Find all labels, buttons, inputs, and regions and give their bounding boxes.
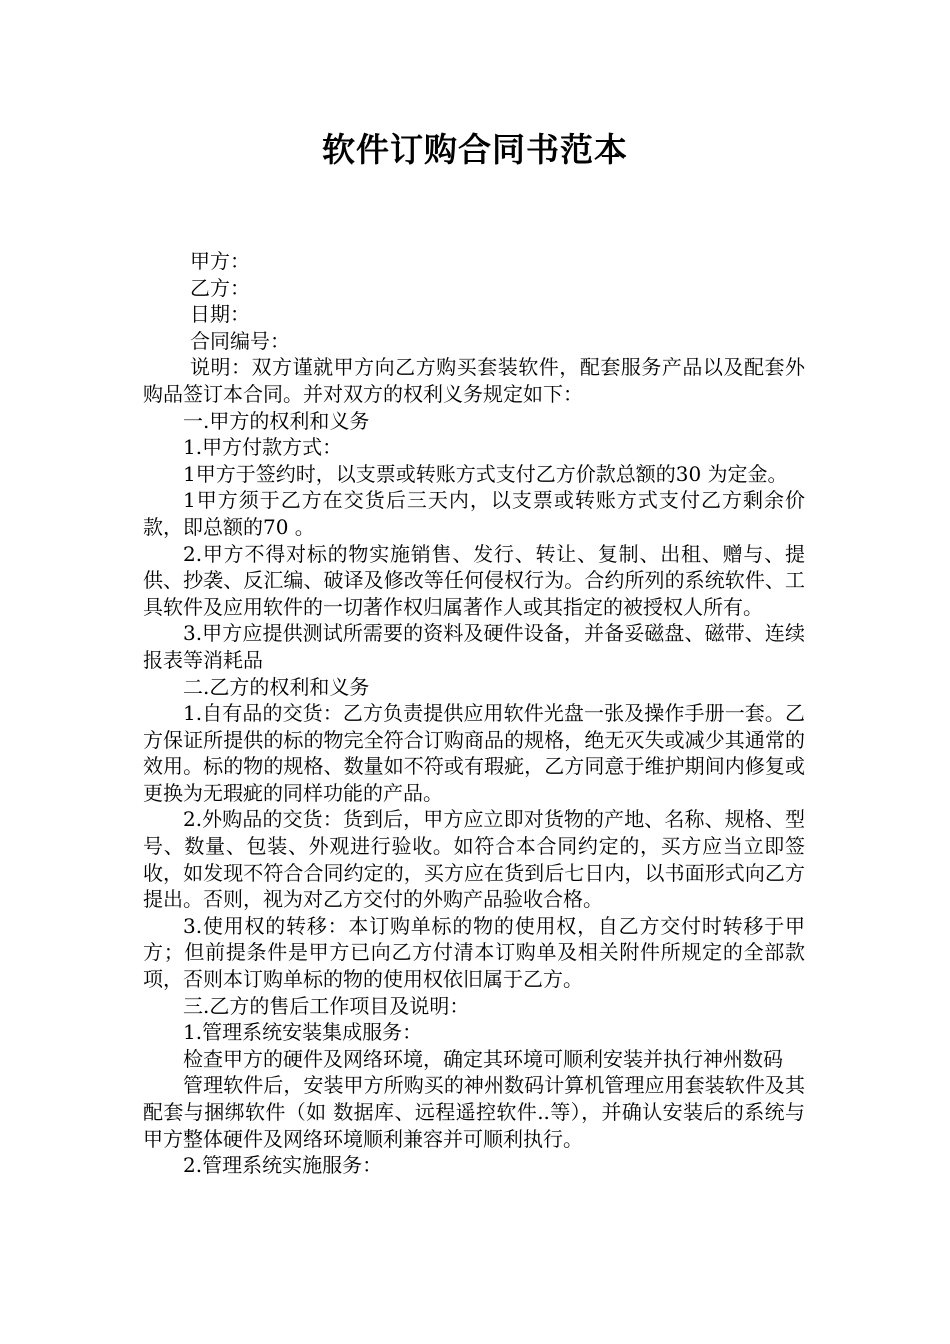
- clause-2-2: 2.外购品的交货：货到后，甲方应立即对货物的产地、名称、规格、型号、数量、包装、外观进行验收。如符合本合同约定的，买方应当立即签收，如发现不符合合同约定的，买方应在货到后七日内，以书面形式向乙方提出。否则，视为对乙方交付的外购产品验收合格。: [143, 807, 805, 912]
- document-title: 软件订购合同书范本: [322, 130, 628, 169]
- section-heading-3: 三.乙方的售后工作项目及说明：: [183, 993, 470, 1018]
- clause-1-1: 1.甲方付款方式：: [183, 435, 343, 460]
- section-heading-1: 一.甲方的权利和义务: [183, 408, 370, 433]
- clause-2-3: 3.使用权的转移：本订购单标的物的使用权，自乙方交付时转移于甲方；但前提条件是甲方已向乙方付清本订购单及相关附件所规定的全部款项，否则本订购单标的物的使用权依旧属于乙方。: [143, 913, 805, 992]
- clause-1-1-a: 1甲方于签约时，以支票或转账方式支付乙方价款总额的30 为定金。: [183, 461, 788, 486]
- date-line: 日期：: [190, 302, 250, 327]
- clause-3-1: 1.管理系统安装集成服务：: [183, 1020, 423, 1045]
- clause-2-1: 1.自有品的交货：乙方负责提供应用软件光盘一张及操作手册一套。乙方保证所提供的标的物完全符合订购商品的规格，绝无灭失或减少其通常的效用。标的物的规格、数量如不符或有瑕疵，乙方同意于维护期间内修复或更换为无瑕疵的同样功能的产品。: [143, 701, 805, 805]
- clause-1-3: 3.甲方应提供测试所需要的资料及硬件设备，并备妥磁盘、磁带、连续报表等消耗品: [143, 621, 805, 672]
- clause-3-2: 2.管理系统实施服务：: [183, 1153, 383, 1178]
- party-b-line: 乙方：: [190, 275, 250, 300]
- preamble-paragraph: 说明：双方谨就甲方向乙方购买套装软件，配套服务产品以及配套外购品签订本合同。并对双方的权利义务规定如下：: [143, 355, 805, 406]
- contract-number-line: 合同编号：: [190, 328, 290, 353]
- clause-1-2: 2.甲方不得对标的物实施销售、发行、转让、复制、出租、赠与、提供、抄袭、反汇编、破译及修改等任何侵权行为。合约所列的系统软件、工具软件及应用软件的一切著作权归属著作人或其指定的被授权人所有。: [143, 541, 805, 619]
- clause-3-1-b: 管理软件后，安装甲方所购买的神州数码计算机管理应用套装软件及其配套与捆绑软件（如 数据库、远程遥控软件..等），并确认安装后的系统与甲方整体硬件及网络环境顺利兼容并可顺利执行。: [143, 1073, 805, 1151]
- clause-1-1-b: 1甲方须于乙方在交货后三天内，以支票或转账方式支付乙方剩余价款，即总额的70 。: [143, 488, 805, 539]
- party-a-line: 甲方：: [190, 249, 250, 273]
- section-heading-2: 二.乙方的权利和义务: [183, 674, 370, 699]
- clause-3-1-a: 检查甲方的硬件及网络环境，确定其环境可顺利安装并执行神州数码: [183, 1046, 783, 1071]
- document-body: [143, 248, 805, 1179]
